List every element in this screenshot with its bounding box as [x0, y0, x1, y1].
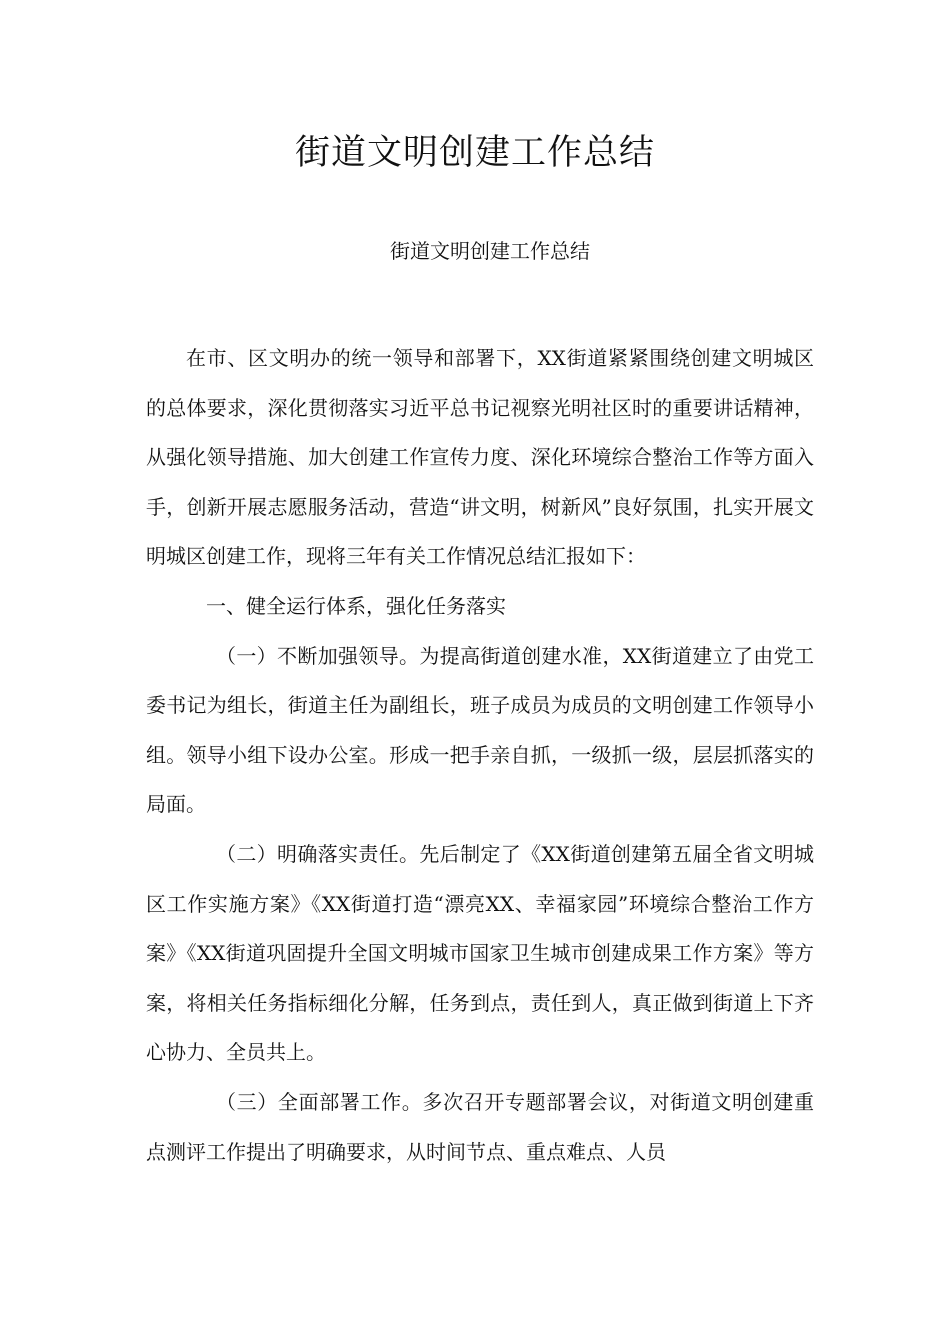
paragraph-intro: 在市、区文明办的统一领导和部署下，XX街道紧紧围绕创建文明城区的总体要求，深化贯彻落实习近平总书记视察光明社区时的重要讲话精神，从强化领导措施、加大创建工作宣传力度、深化环境综合整治工作等方面入手，创新开展志愿服务活动，营造“讲文明，树新风”良好氛围，扎实开展文明城区创建工作，现将三年有关工作情况总结汇报如下： [146, 346, 814, 569]
document-subtitle: 街道文明创建工作总结 [390, 239, 590, 263]
document-body [146, 334, 814, 1177]
paragraph-deployment: （三）全面部署工作。多次召开专题部署会议，对街道文明创建重点测评工作提出了明确要求，从时间节点、重点难点、人员 [146, 1089, 814, 1164]
paragraph-responsibility: （二）明确落实责任。先后制定了《XX街道创建第五届全省文明城区工作实施方案》《XX街道打造“漂亮XX、幸福家园”环境综合整治工作方案》《XX街道巩固提升全国文明城市国家卫生城市创建成果工作方案》等方案，将相关任务指标细化分解，任务到点，责任到人，真正做到街道上下齐心协力、全员共上。 [146, 841, 814, 1065]
document-title: 街道文明创建工作总结 [294, 133, 655, 173]
section-heading-1: 一、健全运行体系，强化任务落实 [206, 593, 506, 618]
paragraph-leadership: （一）不断加强领导。为提高街道创建水准，XX街道建立了由党工委书记为组长，街道主任为副组长，班子成员为成员的文明创建工作领导小组。领导小组下设办公室。形成一把手亲自抓，一级抓一级，层层抓落实的局面。 [146, 643, 814, 817]
